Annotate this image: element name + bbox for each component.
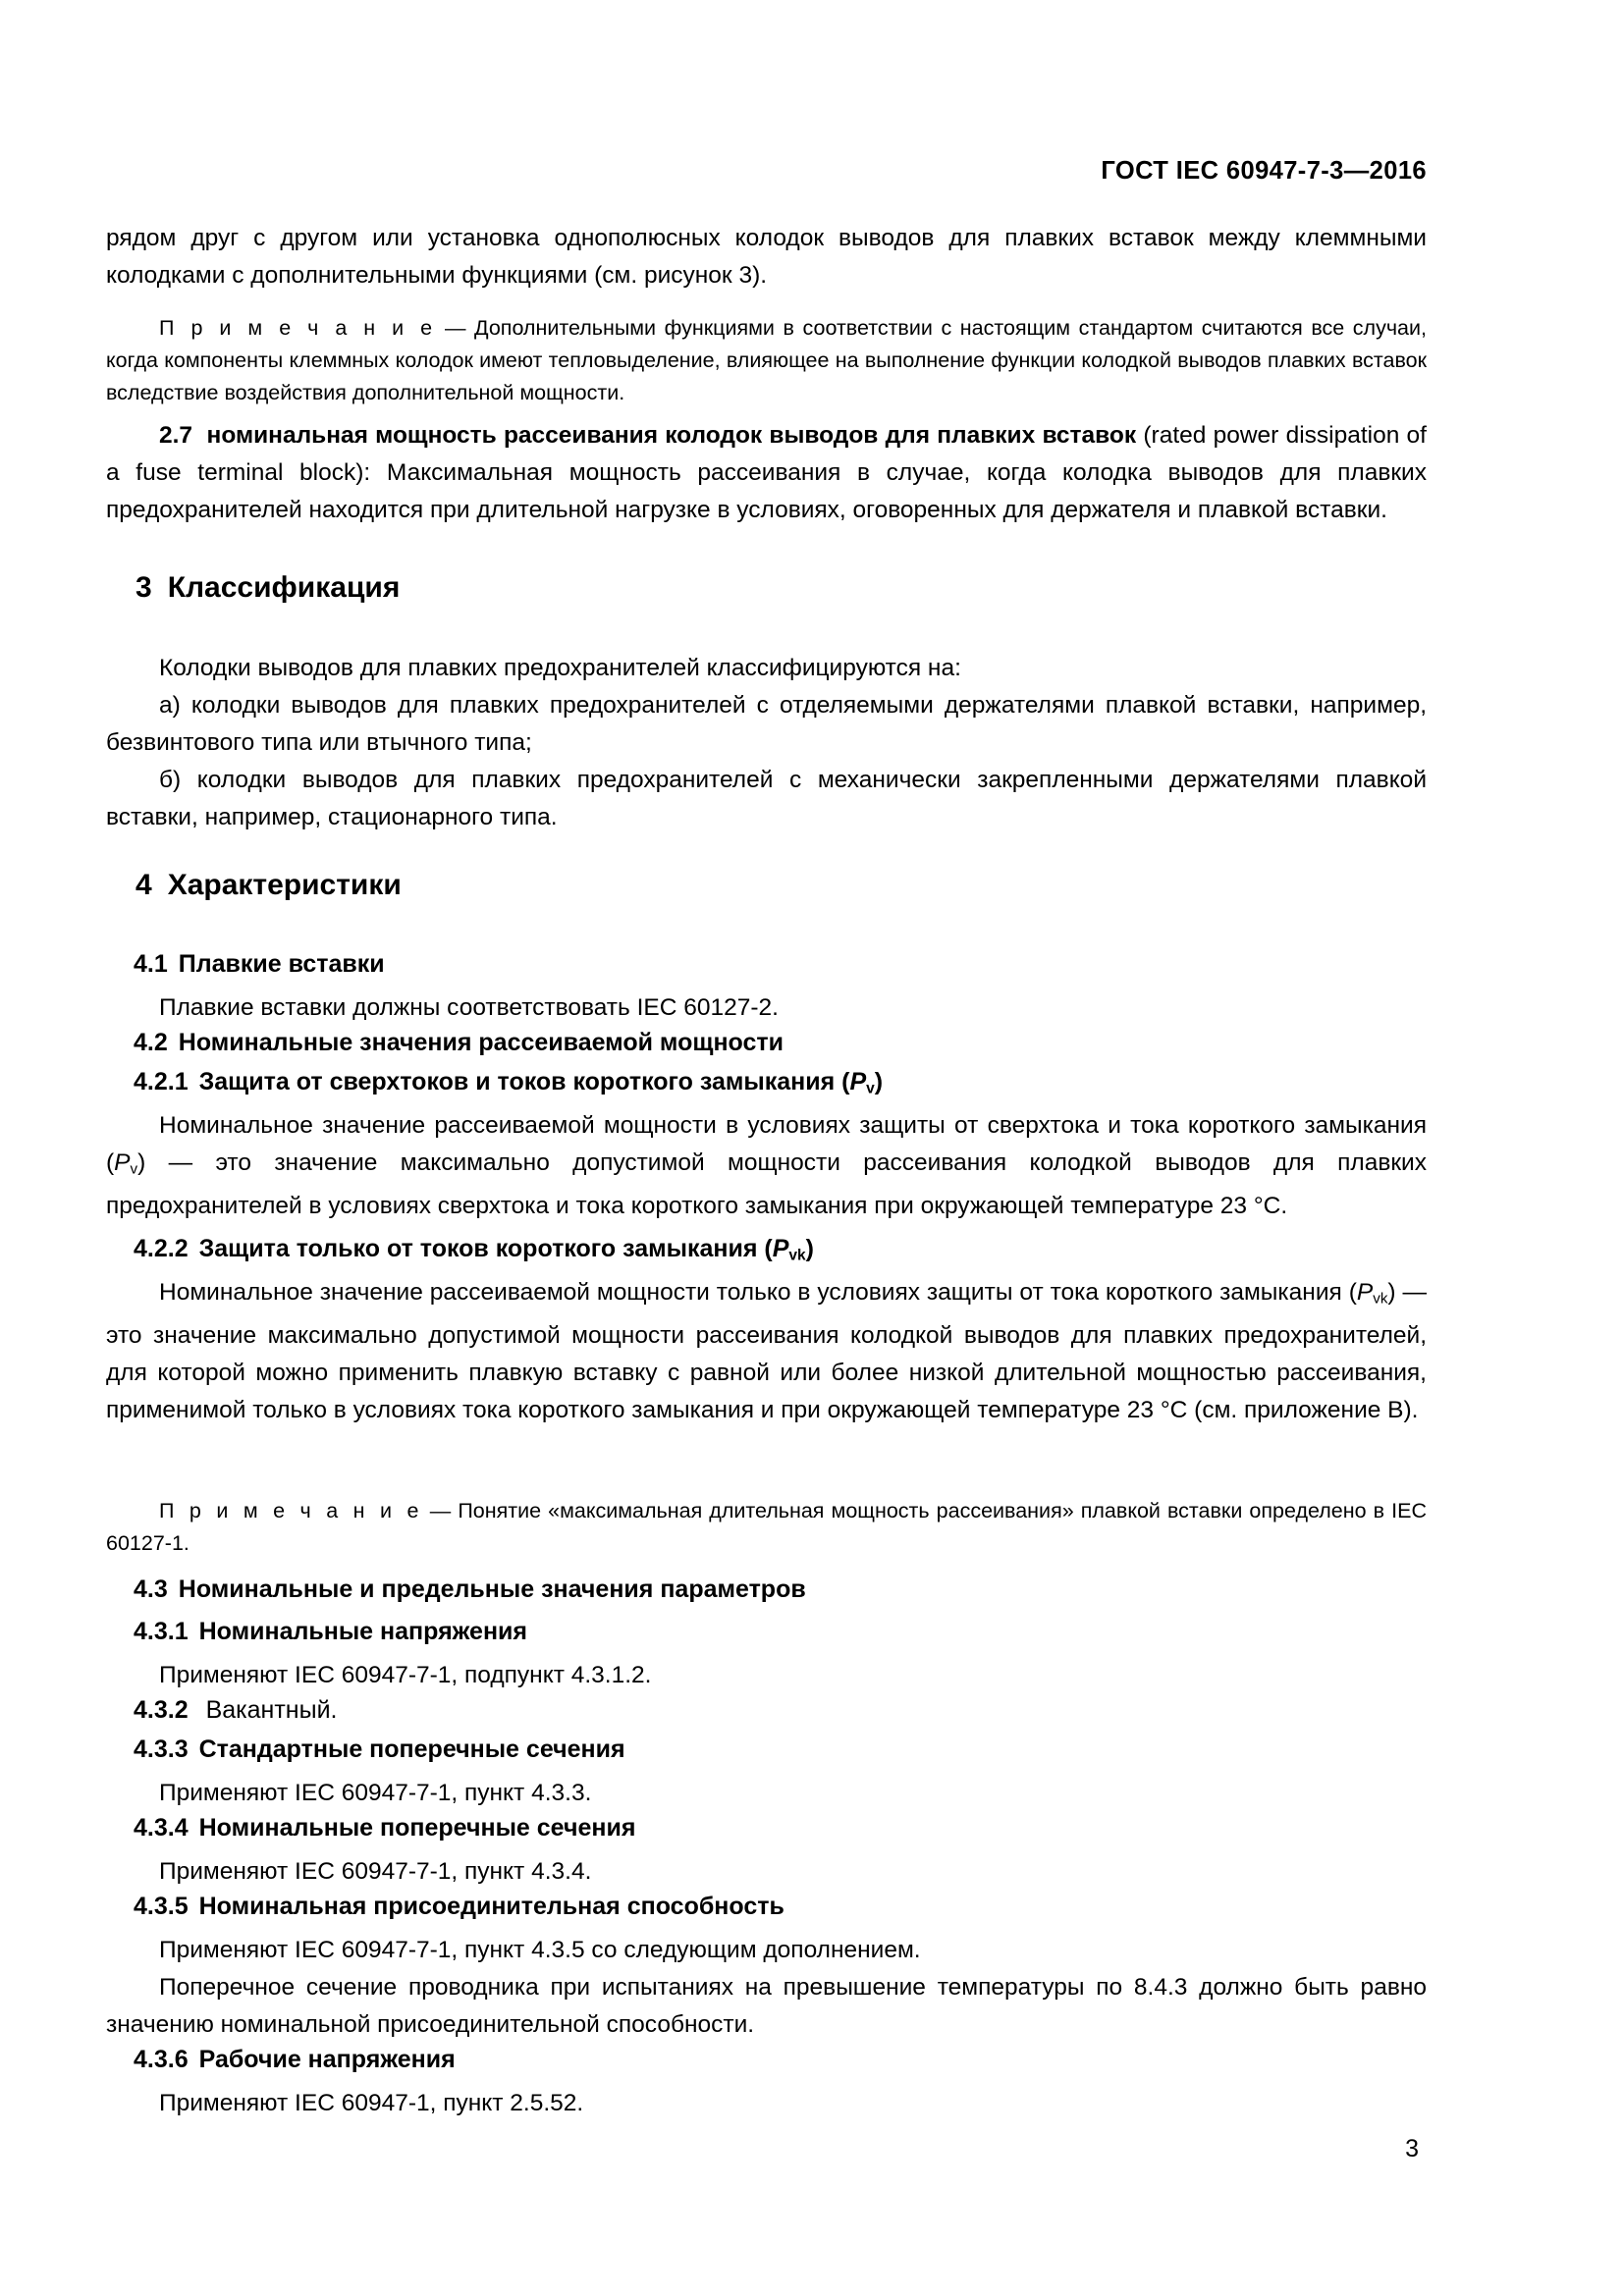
heading-4-3-2-number: 4.3.2 [134, 1696, 189, 1724]
symbol-pvk-inline-subscript: vk [1373, 1290, 1388, 1308]
symbol-pv: P [849, 1068, 867, 1095]
heading-section-3-title: Классификация [167, 571, 401, 604]
heading-4-3-number: 4.3 [134, 1575, 168, 1603]
note-1 [106, 312, 1427, 409]
clause-2-7 [106, 417, 1427, 529]
heading-4-3-2-title: Вакантный. [205, 1696, 338, 1724]
clause-4-2-2-text-part2: ) — это значение максимально допустимой мощности рассеивания колодкой выводов для плавких предохранителей, для которой можно применить плавкую вставку с равной или более низкой длительной мощностью рассеивания, применимой только в условиях тока короткого замыкания и при окружающей температуре 23 °С (см. приложение В). [106, 1279, 1427, 1424]
heading-4-3-6 [134, 2046, 456, 2074]
heading-4-3-1-number: 4.3.1 [134, 1618, 189, 1645]
heading-section-4 [135, 869, 402, 902]
heading-section-3-number: 3 [135, 571, 152, 604]
page-number: 3 [1405, 2135, 1419, 2163]
clause-2-7-english: (rated power dissipation of a fuse terminal block): [106, 422, 1427, 486]
clause-4-2-1-text-part1: Номинальное значение рассеиваемой мощности в условиях защиты от сверхтока и тока короткого замыкания ( [106, 1112, 1427, 1176]
heading-4-3-3-number: 4.3.3 [134, 1735, 189, 1763]
heading-4-3-1 [134, 1618, 527, 1646]
heading-4-3-5-title: Номинальная присоединительная способность [198, 1893, 784, 1920]
clause-2-7-number: 2.7 [159, 422, 193, 449]
section-3-item-a: а) колодки выводов для плавких предохранителей с отделяемыми держателями плавкой вставки, например, безвинтового типа или втычного типа; [106, 692, 1427, 756]
page-content [106, 0, 1427, 2296]
heading-4-3 [134, 1575, 806, 1604]
document-header: ГОСТ IEC 60947-7-3—2016 [1101, 157, 1427, 185]
section-3-intro: Колодки выводов для плавких предохранителей классифицируются на: [159, 655, 961, 681]
note-1-text: — Дополнительными функциями в соответствии с настоящим стандартом считаются все случаи, когда компоненты клеммных колодок имеют тепловыделение, влияющее на выполнение функции колодкой выводов плавких вставок вследствие воздействия дополнительной мощности. [106, 316, 1427, 404]
heading-4-2-1-number: 4.2.1 [134, 1068, 189, 1095]
symbol-pvk-inline: P [1356, 1279, 1374, 1306]
clause-4-1-text: Плавкие вставки должны соответствовать IEC 60127-2. [159, 994, 779, 1021]
heading-4-2-1 [134, 1068, 883, 1097]
heading-section-4-number: 4 [135, 869, 152, 901]
continued-paragraph: рядом друг с другом или установка однополюсных колодок выводов для плавких вставок между клеммными колодками с дополнительными функциями (см. рисунок 3). [106, 225, 1427, 289]
heading-4-2-2-title-close: ) [805, 1235, 814, 1262]
heading-4-3-2 [134, 1696, 337, 1725]
clause-2-7-definition: Максимальная мощность рассеивания в случае, когда колодка выводов для плавких предохранителей находится при длительной нагрузке в условиях, оговоренных для держателя и плавкой вставки. [106, 459, 1427, 523]
heading-4-3-1-title: Номинальные напряжения [198, 1618, 528, 1645]
note-2 [106, 1495, 1427, 1560]
section-3-item-b: б) колодки выводов для плавких предохранителей с механически закрепленными держателями плавкой вставки, например, стационарного типа. [106, 767, 1427, 830]
note-2-text: — Понятие «максимальная длительная мощность рассеивания» плавкой вставки определено в IEC 60127-1. [106, 1499, 1427, 1555]
heading-4-2 [134, 1029, 784, 1057]
heading-section-3 [135, 571, 400, 605]
heading-4-2-2-number: 4.2.2 [134, 1235, 189, 1262]
clause-4-3-1-text: Применяют IEC 60947-7-1, подпункт 4.3.1.2. [159, 1662, 652, 1688]
heading-4-3-3-title: Стандартные поперечные сечения [198, 1735, 625, 1763]
clause-4-3-5-text-2: Поперечное сечение проводника при испытаниях на превышение температуры по 8.4.3 должно быть равно значению номинальной присоединительной способности. [106, 1974, 1427, 2038]
clause-4-3-4-text: Применяют IEC 60947-7-1, пункт 4.3.4. [159, 1858, 592, 1885]
heading-4-2-title: Номинальные значения рассеиваемой мощности [178, 1029, 784, 1056]
heading-4-3-6-number: 4.3.6 [134, 2046, 189, 2073]
heading-4-3-5 [134, 1893, 784, 1921]
heading-4-3-4-title: Номинальные поперечные сечения [198, 1814, 636, 1842]
symbol-pv-inline-subscript: v [130, 1160, 138, 1178]
clause-4-2-1-text-part2: ) — это значение максимально допустимой мощности рассеивания колодкой выводов для плавких предохранителей в условиях сверхтока и тока короткого замыкания при окружающей температуре 23 °С. [106, 1149, 1427, 1220]
heading-4-2-2 [134, 1235, 814, 1264]
heading-4-3-3 [134, 1735, 625, 1764]
heading-section-4-title: Характеристики [167, 869, 402, 901]
clause-4-2-2-text [106, 1274, 1427, 1429]
symbol-pv-inline: P [114, 1149, 131, 1176]
heading-4-1 [134, 950, 385, 979]
clause-4-3-5-text-1: Применяют IEC 60947-7-1, пункт 4.3.5 со следующим дополнением. [159, 1937, 921, 1963]
heading-4-1-number: 4.1 [134, 950, 168, 978]
heading-4-1-title: Плавкие вставки [178, 950, 385, 978]
heading-4-3-title: Номинальные и предельные значения параметров [178, 1575, 806, 1603]
heading-4-2-2-title: Защита только от токов короткого замыкания ( [198, 1235, 773, 1262]
heading-4-2-1-title: Защита от сверхтоков и токов короткого замыкания ( [198, 1068, 850, 1095]
symbol-pvk-subscript: vk [788, 1247, 806, 1264]
clause-2-7-term: номинальная мощность рассеивания колодок выводов для плавких вставок [206, 422, 1137, 449]
heading-4-3-4-number: 4.3.4 [134, 1814, 189, 1842]
clause-4-2-1-text [106, 1107, 1427, 1225]
symbol-pv-subscript: v [866, 1080, 875, 1097]
note-2-label: П р и м е ч а н и е [159, 1499, 423, 1522]
heading-4-3-6-title: Рабочие напряжения [198, 2046, 456, 2073]
symbol-pvk: P [772, 1235, 789, 1262]
clause-4-3-6-text: Применяют IEC 60947-1, пункт 2.5.52. [159, 2090, 584, 2116]
note-1-label: П р и м е ч а н и е [159, 316, 437, 340]
heading-4-2-number: 4.2 [134, 1029, 168, 1056]
heading-4-2-1-title-close: ) [874, 1068, 884, 1095]
clause-4-2-2-text-part1: Номинальное значение рассеиваемой мощности только в условиях защиты от тока короткого замыкания ( [159, 1279, 1357, 1306]
clause-4-3-3-text: Применяют IEC 60947-7-1, пункт 4.3.3. [159, 1780, 592, 1806]
heading-4-3-4 [134, 1814, 635, 1842]
heading-4-3-5-number: 4.3.5 [134, 1893, 189, 1920]
